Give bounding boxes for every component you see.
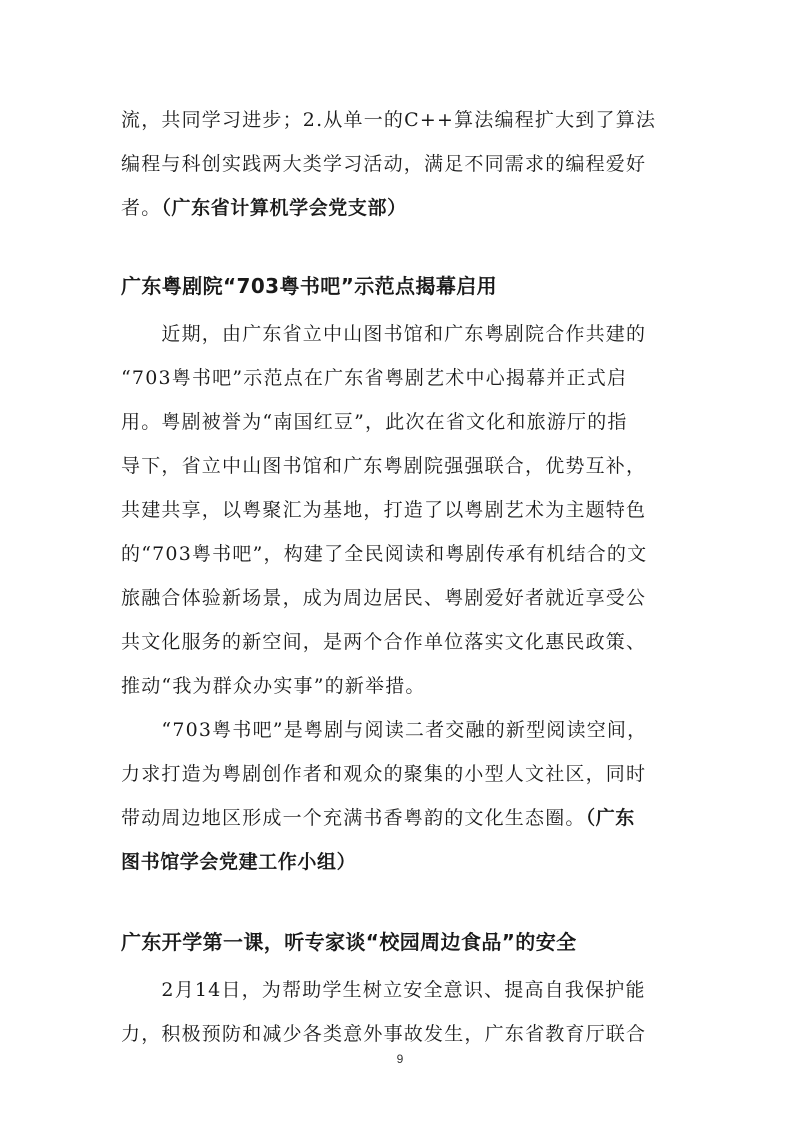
- body-text-line: 共建共享，以粤聚汇为基地，打造了以粤剧艺术为主题特色: [121, 499, 647, 521]
- body-text-line: 用。粤剧被誉为“南国红豆”，此次在省文化和旅游厅的指: [121, 411, 628, 433]
- body-text-line: 力，积极预防和减少各类意外事故发生，广东省教育厅联合: [121, 1023, 647, 1045]
- body-text-line: 共文化服务的新空间，是两个合作单位落实文化惠民政策、: [121, 631, 647, 653]
- page-number: 9: [396, 1052, 404, 1066]
- article-title: 广东粤剧院“703粤书吧”示范点揭幕启用: [121, 274, 498, 298]
- article-title: 广东开学第一课，听专家谈“校园周边食品”的安全: [121, 930, 577, 954]
- body-text-fragment: 带动周边地区形成一个充满书香粤韵的文化生态圈。: [121, 807, 586, 829]
- body-text-line: 流，共同学习进步；2.从单一的C++算法编程扩大到了算法: [121, 109, 657, 131]
- body-text-line: 推动“我为群众办实事”的新举措。: [121, 675, 426, 697]
- body-text-line: “703粤书吧”是粤剧与阅读二者交融的新型阅读空间，: [121, 719, 648, 741]
- body-text-line: 近期，由广东省立中山图书馆和广东粤剧院合作共建的: [121, 323, 647, 345]
- body-text-line: 导下，省立中山图书馆和广东粤剧院强强联合，优势互补，: [121, 455, 647, 477]
- body-text-line: 的“703粤书吧”，构建了全民阅读和粤剧传承有机结合的文: [121, 543, 648, 565]
- source-attribution: （广东: [585, 807, 635, 829]
- source-attribution: 图书馆学会党建工作小组）: [121, 851, 357, 873]
- body-text-line: [121, 804, 681, 832]
- source-attribution: （广东省计算机学会党支部）: [161, 197, 407, 219]
- body-text-line: 力求打造为粤剧创作者和观众的聚集的小型人文社区，同时: [121, 763, 647, 785]
- body-text-fragment: 者。: [121, 197, 162, 219]
- body-text-line: [121, 194, 681, 222]
- body-text-line: 旅融合体验新场景，成为周边居民、粤剧爱好者就近享受公: [121, 587, 647, 609]
- body-text-line: “703粤书吧”示范点在广东省粤剧艺术中心揭幕并正式启: [121, 367, 628, 389]
- body-text-line: 2月14日，为帮助学生树立安全意识、提高自我保护能: [121, 979, 646, 1001]
- body-text-line: 编程与科创实践两大类学习活动，满足不同需求的编程爱好: [121, 153, 647, 175]
